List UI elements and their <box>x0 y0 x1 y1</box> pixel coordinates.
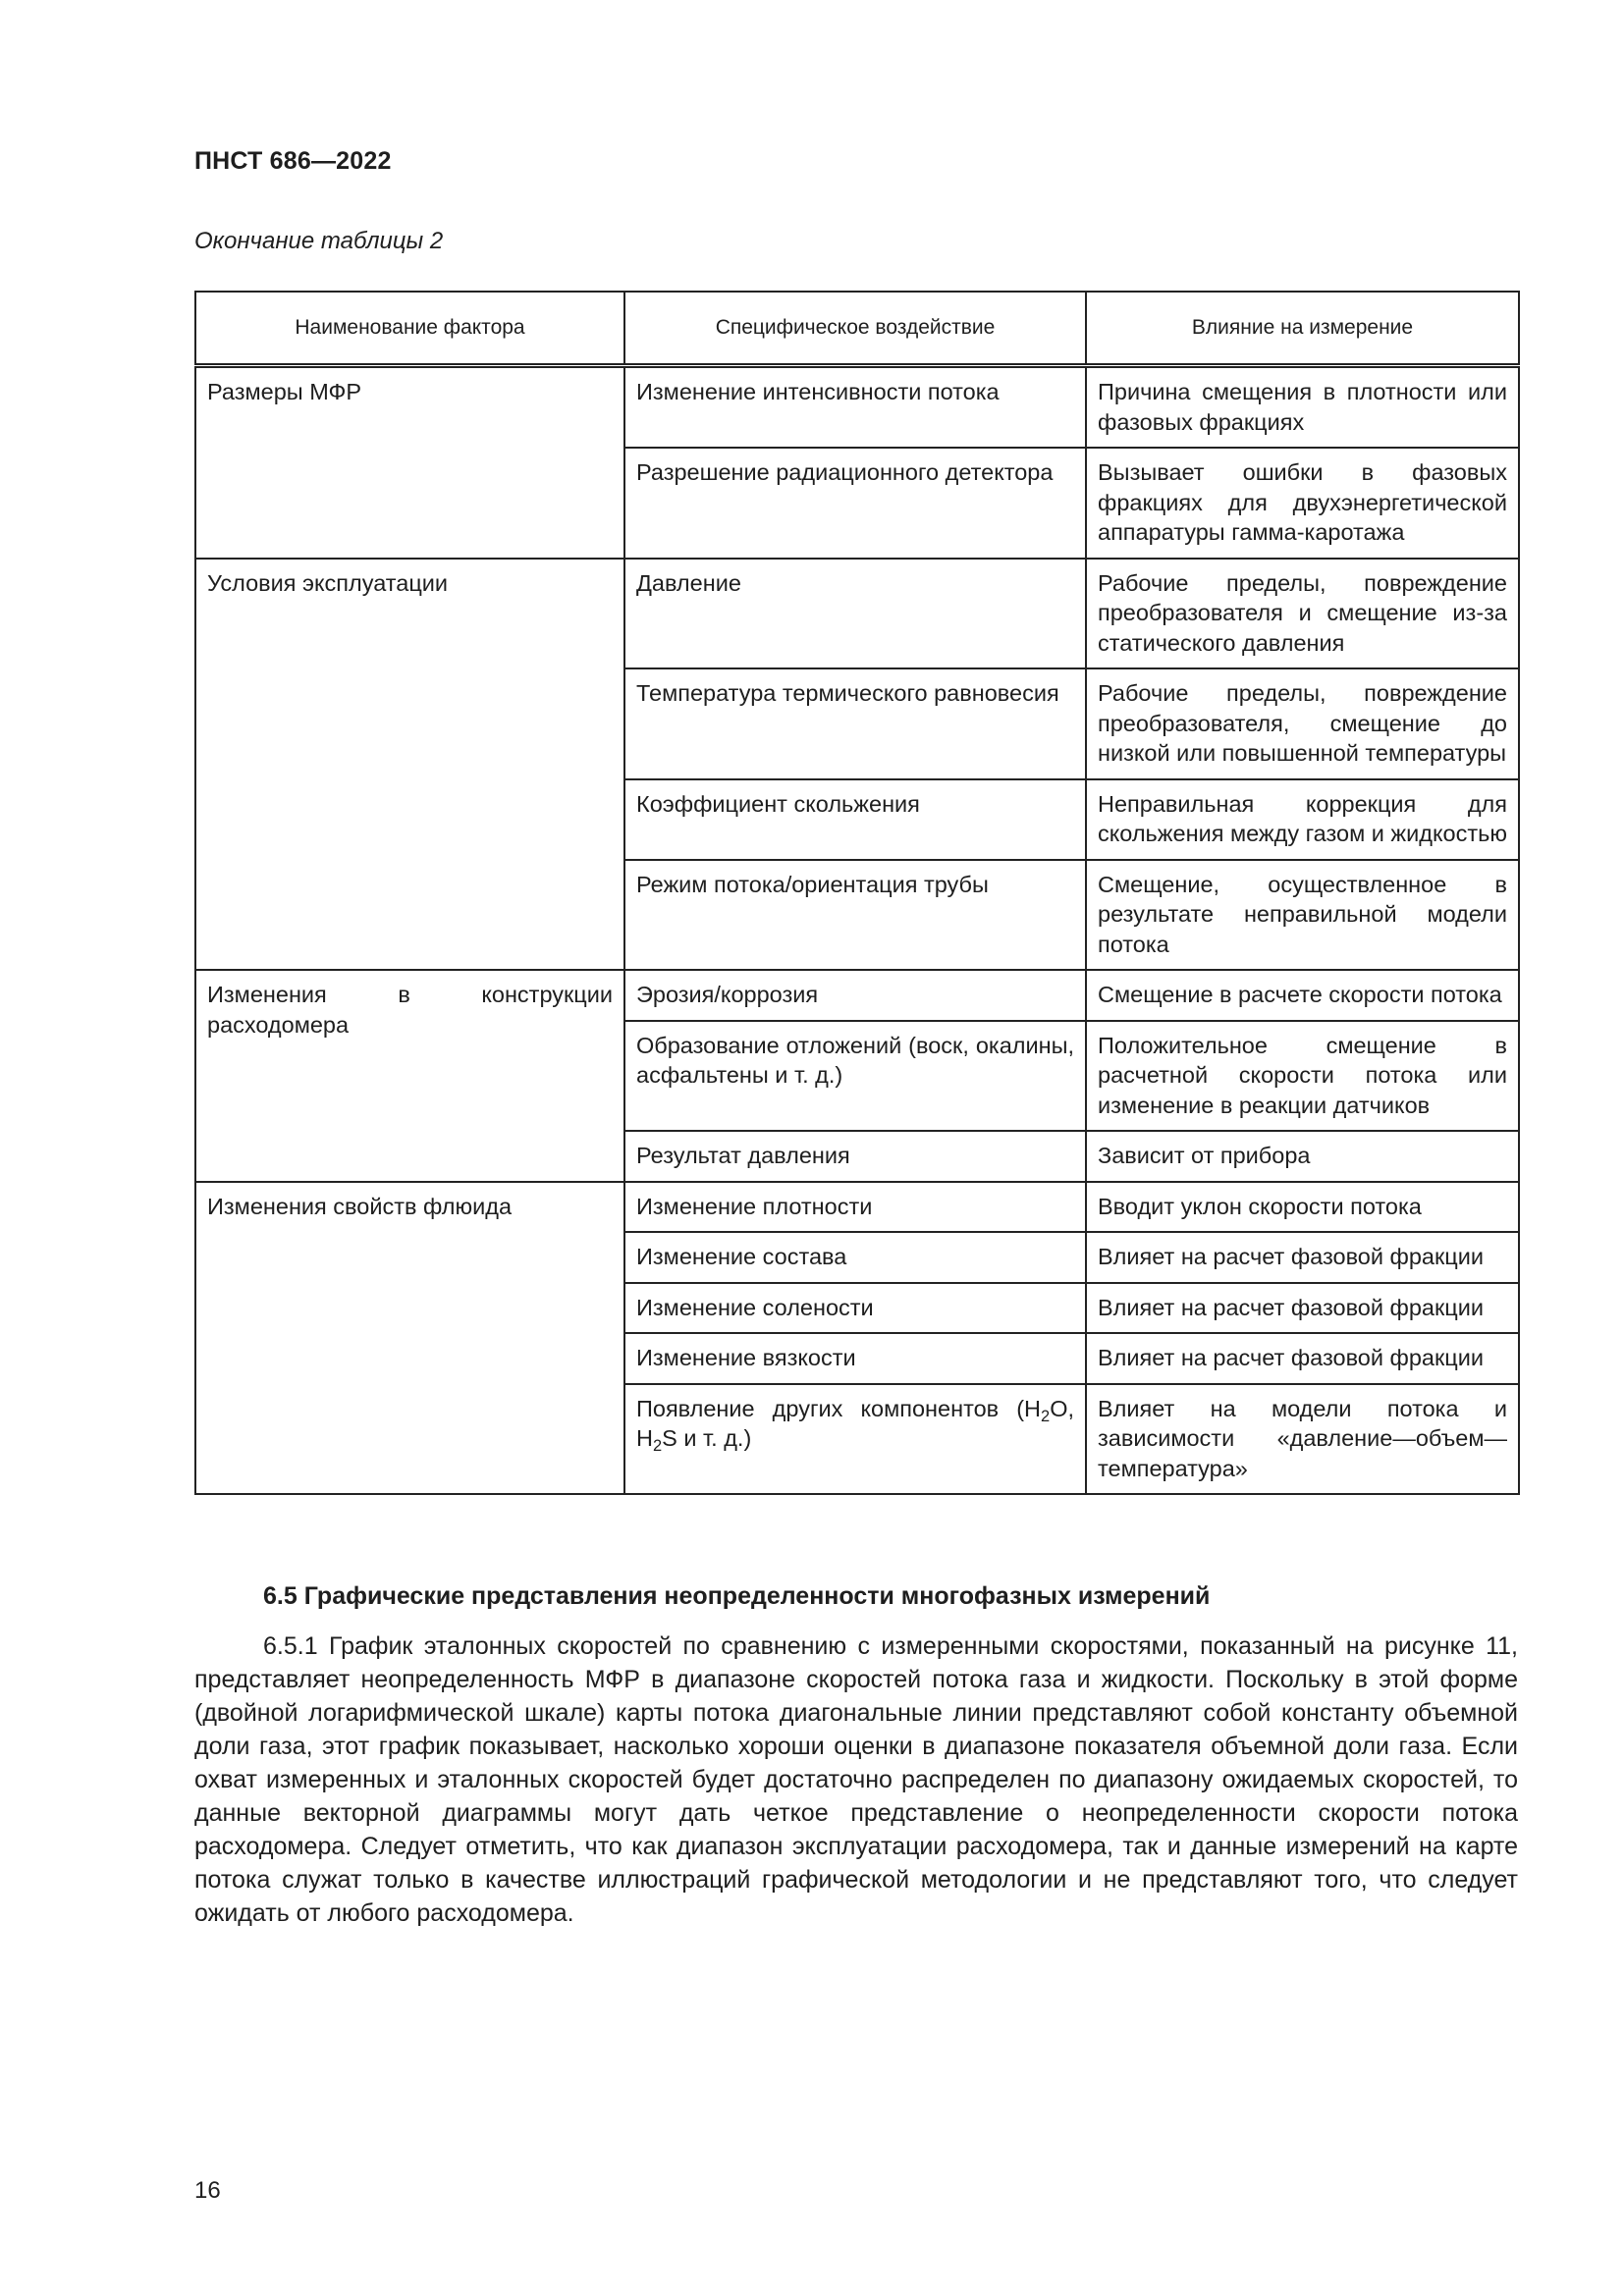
effect-cell: Неправильная коррекция для скольжения между газом и жидкостью <box>1086 779 1519 860</box>
subscript: 2 <box>652 1436 663 1455</box>
table-row <box>195 366 1519 449</box>
effect-cell: Причина смещения в плотности или фазовых фракциях <box>1086 366 1519 449</box>
column-header-effect: Влияние на измерение <box>1086 292 1519 366</box>
impact-cell: Образование отложений (воск, окалины, асфальтены и т. д.) <box>624 1021 1086 1132</box>
impact-cell: Изменение вязкости <box>624 1333 1086 1384</box>
impact-cell: Эрозия/коррозия <box>624 970 1086 1021</box>
subscript: 2 <box>1041 1407 1051 1425</box>
factor-cell: Условия эксплуатации <box>195 559 624 971</box>
impact-cell: Изменение интенсивности потока <box>624 366 1086 449</box>
factor-cell <box>195 970 624 1182</box>
factor-cell: Размеры МФР <box>195 366 624 559</box>
table-header-row <box>195 292 1519 366</box>
effect-cell: Вводит уклон скорости потока <box>1086 1182 1519 1233</box>
impact-cell: Коэффициент скольжения <box>624 779 1086 860</box>
impact-cell: Изменение плотности <box>624 1182 1086 1233</box>
effect-cell: Рабочие пределы, повреждение преобразователя и смещение из-за статического давления <box>1086 559 1519 669</box>
page-number: 16 <box>194 2177 221 2204</box>
effect-cell: Рабочие пределы, повреждение преобразователя, смещение до низкой или повышенной температуры <box>1086 668 1519 779</box>
document-id: ПНСТ 686—2022 <box>194 147 392 175</box>
factor-text: Изменения в конструкции расходомера <box>207 982 613 1038</box>
impact-text-prefix: Появление других компонентов (H <box>636 1395 1042 1421</box>
table-row <box>195 970 1519 1021</box>
impact-cell: Режим потока/ориентация трубы <box>624 860 1086 971</box>
table-caption: Окончание таблицы 2 <box>194 228 444 254</box>
column-header-factor: Наименование фактора <box>195 292 624 366</box>
impact-cell: Давление <box>624 559 1086 669</box>
effect-cell: Влияет на расчет фазовой фракции <box>1086 1283 1519 1334</box>
effect-cell: Смещение в расчете скорости потока <box>1086 970 1519 1021</box>
factors-table <box>194 291 1520 1495</box>
effect-cell: Влияет на расчет фазовой фракции <box>1086 1333 1519 1384</box>
table-row <box>195 559 1519 669</box>
column-header-impact: Специфическое воздействие <box>624 292 1086 366</box>
impact-cell: Изменение солености <box>624 1283 1086 1334</box>
section-heading: 6.5 Графические представления неопределенности многофазных измерений <box>263 1582 1211 1610</box>
effect-cell: Смещение, осуществленное в результате неправильной модели потока <box>1086 860 1519 971</box>
body-paragraph: 6.5.1 График эталонных скоростей по сравнению с измеренными скоростями, показанный на рисунке 11, представляет неопределенность МФР в диапазоне скоростей потока газа и жидкости. Поскольку в этой форме (двойной логарифмической шкале) карты потока диагональные линии представляют собой константу объемной доли газа, этот график показывает, насколько хороши оценки в диапазоне показателя объемной доли газа. Если охват измеренных и эталонных скоростей будет достаточно распределен по диапазону ожидаемых скоростей, то данные векторной диаграммы могут дать четкое представление о неопределенности скорости потока расходомера. Следует отметить, что как диапазон эксплуатации расходомера, так и данные измерений на карте потока служат только в качестве иллюстраций графической методологии и не представляют того, что следует ожидать от любого расходомера. <box>194 1632 1518 1927</box>
table-row <box>195 1182 1519 1233</box>
impact-text-mid: O, H <box>636 1395 1074 1451</box>
impact-cell: Изменение состава <box>624 1232 1086 1283</box>
factor-cell: Изменения свойств флюида <box>195 1182 624 1495</box>
impact-cell: Разрешение радиационного детектора <box>624 448 1086 559</box>
impact-text-suffix: S и т. д.) <box>662 1425 752 1451</box>
impact-cell <box>624 1384 1086 1495</box>
effect-cell: Влияет на модели потока и зависимости «давление—объем—температура» <box>1086 1384 1519 1495</box>
effect-cell: Вызывает ошибки в фазовых фракциях для двухэнергетической аппаратуры гамма-каротажа <box>1086 448 1519 559</box>
effect-cell: Положительное смещение в расчетной скорости потока или изменение в реакции датчиков <box>1086 1021 1519 1132</box>
impact-cell: Температура термического равновесия <box>624 668 1086 779</box>
effect-cell: Влияет на расчет фазовой фракции <box>1086 1232 1519 1283</box>
impact-cell: Результат давления <box>624 1131 1086 1182</box>
effect-cell: Зависит от прибора <box>1086 1131 1519 1182</box>
